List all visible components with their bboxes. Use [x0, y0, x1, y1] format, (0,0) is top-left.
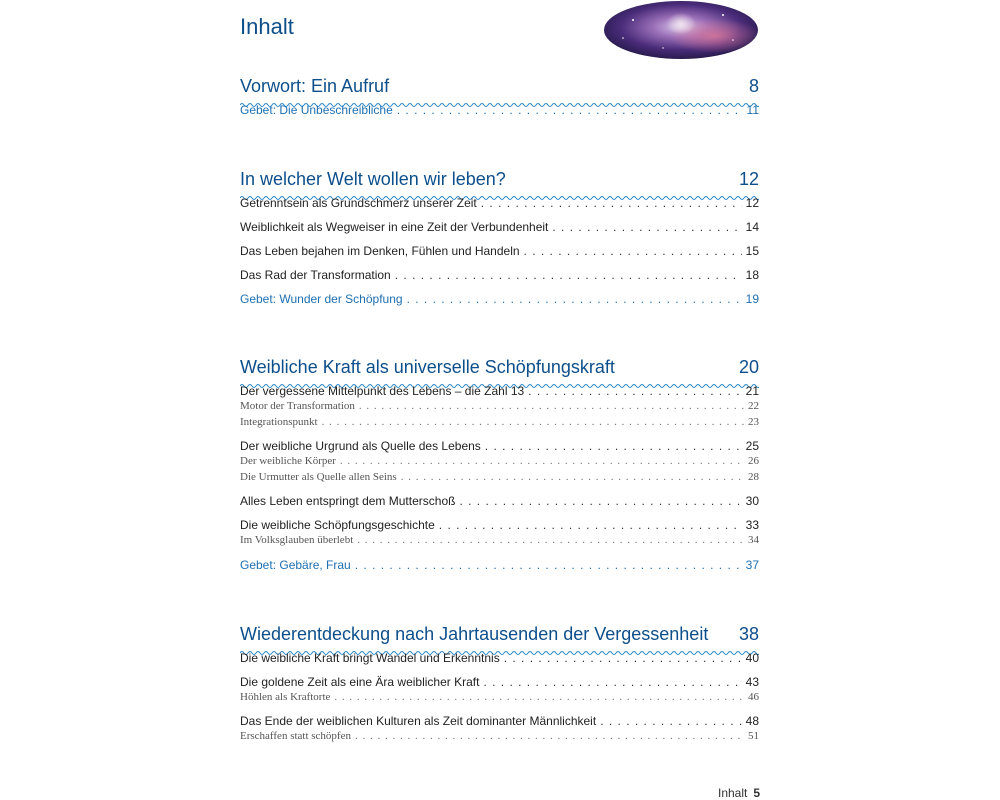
- entry-page-number: 21: [745, 384, 759, 398]
- entry-page-number: 26: [748, 455, 759, 467]
- toc-subentry[interactable]: [240, 691, 759, 703]
- entry-label: Die weibliche Schöpfungsgeschichte: [240, 518, 435, 532]
- entry-page-number: 46: [748, 691, 759, 703]
- dot-leader: [483, 675, 741, 689]
- toc-entry[interactable]: [240, 651, 759, 665]
- dot-leader: [600, 714, 741, 728]
- dot-leader: [357, 534, 744, 546]
- section-heading[interactable]: [240, 624, 759, 650]
- entry-page-number: 28: [748, 471, 759, 483]
- entry-page-number: 15: [745, 244, 759, 258]
- section-page-number: 20: [738, 357, 759, 377]
- dot-leader: [355, 730, 744, 742]
- entry-label: Die goldene Zeit als eine Ära weiblicher Kraft: [240, 675, 480, 689]
- entry-label: Der vergessene Mittelpunkt des Lebens – die Zahl 13: [240, 384, 525, 398]
- entry-label: Im Volksglauben überlebt: [240, 534, 354, 546]
- dot-leader: [524, 244, 742, 258]
- dot-leader: [355, 558, 742, 572]
- toc-prayer-entry[interactable]: [240, 103, 759, 117]
- entry-label: Der weibliche Körper: [240, 455, 336, 467]
- dot-leader: [401, 471, 744, 483]
- section-heading[interactable]: [240, 169, 759, 195]
- entry-label: Alles Leben entspringt dem Mutterschoß: [240, 494, 456, 508]
- entry-page-number: 12: [745, 196, 759, 210]
- entry-label: Motor der Transformation: [240, 400, 355, 412]
- entry-page-number: 43: [745, 675, 759, 689]
- toc-subentry[interactable]: [240, 455, 759, 467]
- dot-leader: [322, 416, 744, 428]
- entry-label: Gebet: Die Unbeschreibliche: [240, 103, 393, 117]
- entry-page-number: 48: [745, 714, 759, 728]
- entry-page-number: 22: [748, 400, 759, 412]
- section-title: Wiederentdeckung nach Jahrtausenden der Vergessenheit: [240, 624, 709, 644]
- toc-entry[interactable]: [240, 518, 759, 532]
- toc-entry[interactable]: [240, 268, 759, 282]
- entry-label: Erschaffen statt schöpfen: [240, 730, 351, 742]
- entry-label: Integrationspunkt: [240, 416, 318, 428]
- entry-label: Die weibliche Kraft bringt Wandel und Erkenntnis: [240, 651, 500, 665]
- entry-page-number: 23: [748, 416, 759, 428]
- entry-label: Das Rad der Transformation: [240, 268, 391, 282]
- entry-page-number: 14: [745, 220, 759, 234]
- toc-entry[interactable]: [240, 384, 759, 398]
- toc-entry[interactable]: [240, 220, 759, 234]
- entry-page-number: 37: [745, 558, 759, 572]
- entry-label: Gebet: Gebäre, Frau: [240, 558, 351, 572]
- page-footer: [718, 786, 760, 800]
- section-title: In welcher Welt wollen wir leben?: [240, 169, 506, 189]
- toc-prayer-entry[interactable]: [240, 292, 759, 306]
- entry-label: Die Urmutter als Quelle allen Seins: [240, 471, 397, 483]
- section-title: Vorwort: Ein Aufruf: [240, 76, 390, 96]
- footer-page-number: 5: [753, 786, 761, 800]
- entry-page-number: 30: [745, 494, 759, 508]
- page-title: Inhalt: [240, 14, 294, 39]
- toc-entry[interactable]: [240, 675, 759, 689]
- toc-entry[interactable]: [240, 714, 759, 728]
- dot-leader: [528, 384, 741, 398]
- entry-label: Weiblichkeit als Wegweiser in eine Zeit der Verbundenheit: [240, 220, 549, 234]
- dot-leader: [359, 400, 744, 412]
- entry-page-number: 18: [745, 268, 759, 282]
- toc-prayer-entry[interactable]: [240, 558, 759, 572]
- section-heading[interactable]: [240, 76, 759, 102]
- dot-leader: [439, 518, 742, 532]
- entry-label: Gebet: Wunder der Schöpfung: [240, 292, 403, 306]
- dot-leader: [459, 494, 741, 508]
- entry-label: Das Ende der weiblichen Kulturen als Zeit dominanter Männlichkeit: [240, 714, 597, 728]
- entry-label: Höhlen als Kraftorte: [240, 691, 331, 703]
- entry-label: Der weibliche Urgrund als Quelle des Lebens: [240, 439, 481, 453]
- dot-leader: [407, 292, 742, 306]
- entry-page-number: 33: [745, 518, 759, 532]
- toc-entry[interactable]: [240, 439, 759, 453]
- toc-entry[interactable]: [240, 196, 759, 210]
- dot-leader: [504, 651, 742, 665]
- toc-subentry[interactable]: [240, 471, 759, 483]
- dot-leader: [481, 196, 742, 210]
- footer-label: Inhalt: [718, 786, 748, 800]
- entry-page-number: 25: [745, 439, 759, 453]
- entry-page-number: 19: [745, 292, 759, 306]
- dot-leader: [552, 220, 741, 234]
- section-page-number: 8: [748, 76, 759, 96]
- toc-subentry[interactable]: [240, 416, 759, 428]
- cosmic-face-image: [603, 0, 759, 60]
- dot-leader: [334, 691, 744, 703]
- dot-leader: [395, 268, 742, 282]
- dot-leader: [485, 439, 742, 453]
- toc-entry[interactable]: [240, 494, 759, 508]
- entry-label: Das Leben bejahen im Denken, Fühlen und Handeln: [240, 244, 520, 258]
- entry-page-number: 51: [748, 730, 759, 742]
- dot-leader: [397, 103, 743, 117]
- dot-leader: [340, 455, 744, 467]
- entry-page-number: 34: [748, 534, 759, 546]
- section-page-number: 38: [738, 624, 759, 644]
- section-title: Weibliche Kraft als universelle Schöpfungskraft: [240, 357, 615, 377]
- entry-page-number: 11: [746, 103, 759, 117]
- entry-label: Getrenntsein als Grundschmerz unserer Zeit: [240, 196, 477, 210]
- toc-subentry[interactable]: [240, 730, 759, 742]
- section-heading[interactable]: [240, 357, 759, 383]
- entry-page-number: 40: [745, 651, 759, 665]
- toc-subentry[interactable]: [240, 400, 759, 412]
- section-page-number: 12: [738, 169, 759, 189]
- toc-subentry[interactable]: [240, 534, 759, 546]
- toc-entry[interactable]: [240, 244, 759, 258]
